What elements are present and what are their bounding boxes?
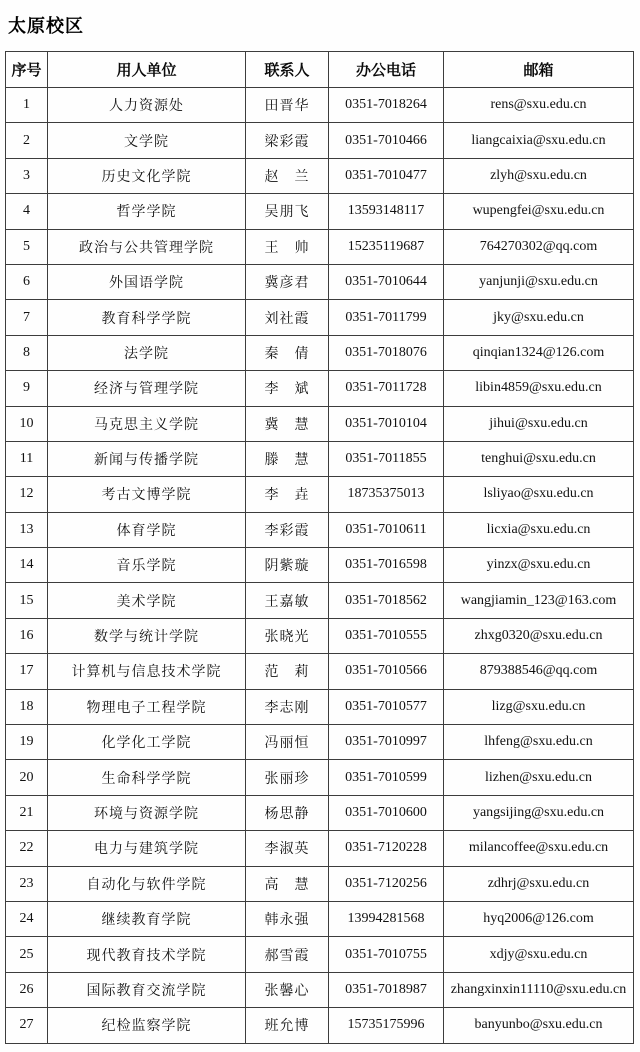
- cell-phone: 0351-7011799: [329, 300, 444, 335]
- cell-email: xdjy@sxu.edu.cn: [444, 937, 634, 972]
- cell-contact: 张馨心: [246, 972, 329, 1007]
- cell-phone: 15735175996: [329, 1008, 444, 1043]
- table-row: [6, 725, 634, 760]
- cell-unit: 政治与公共管理学院: [48, 229, 246, 264]
- cell-no: 27: [6, 1008, 48, 1043]
- cell-unit: 纪检监察学院: [48, 1008, 246, 1043]
- table-row: [6, 866, 634, 901]
- cell-unit: 数学与统计学院: [48, 618, 246, 653]
- cell-no: 24: [6, 901, 48, 936]
- cell-email: wupengfei@sxu.edu.cn: [444, 194, 634, 229]
- table-row: [6, 972, 634, 1007]
- cell-email: qinqian1324@126.com: [444, 335, 634, 370]
- cell-email: lsliyao@sxu.edu.cn: [444, 477, 634, 512]
- cell-unit: 人力资源处: [48, 88, 246, 123]
- cell-contact: 王嘉敏: [246, 583, 329, 618]
- cell-email: yinzx@sxu.edu.cn: [444, 548, 634, 583]
- cell-phone: 15235119687: [329, 229, 444, 264]
- cell-unit: 化学化工学院: [48, 725, 246, 760]
- cell-no: 9: [6, 371, 48, 406]
- cell-contact: 李志刚: [246, 689, 329, 724]
- cell-no: 23: [6, 866, 48, 901]
- cell-unit: 教育科学学院: [48, 300, 246, 335]
- cell-no: 16: [6, 618, 48, 653]
- table-header-row: [6, 52, 634, 88]
- cell-email: wangjiamin_123@163.com: [444, 583, 634, 618]
- table-row: [6, 158, 634, 193]
- cell-contact: 冀彦君: [246, 264, 329, 299]
- table-row: [6, 831, 634, 866]
- cell-email: zdhrj@sxu.edu.cn: [444, 866, 634, 901]
- cell-phone: 0351-7016598: [329, 548, 444, 583]
- cell-email: rens@sxu.edu.cn: [444, 88, 634, 123]
- contact-table: [5, 51, 634, 1044]
- cell-no: 13: [6, 512, 48, 547]
- cell-contact: 王 帅: [246, 229, 329, 264]
- cell-unit: 计算机与信息技术学院: [48, 654, 246, 689]
- column-header-no: 序号: [6, 52, 48, 88]
- cell-phone: 0351-7018562: [329, 583, 444, 618]
- cell-email: milancoffee@sxu.edu.cn: [444, 831, 634, 866]
- table-row: [6, 1008, 634, 1043]
- cell-contact: 冯丽恒: [246, 725, 329, 760]
- cell-unit: 自动化与软件学院: [48, 866, 246, 901]
- cell-email: lizhen@sxu.edu.cn: [444, 760, 634, 795]
- cell-phone: 0351-7120228: [329, 831, 444, 866]
- cell-no: 19: [6, 725, 48, 760]
- cell-unit: 体育学院: [48, 512, 246, 547]
- cell-contact: 张晓光: [246, 618, 329, 653]
- cell-no: 14: [6, 548, 48, 583]
- column-header-unit: 用人单位: [48, 52, 246, 88]
- cell-no: 8: [6, 335, 48, 370]
- cell-phone: 0351-7010104: [329, 406, 444, 441]
- table-row: [6, 194, 634, 229]
- cell-email: libin4859@sxu.edu.cn: [444, 371, 634, 406]
- cell-contact: 高 慧: [246, 866, 329, 901]
- cell-contact: 刘社霞: [246, 300, 329, 335]
- cell-unit: 法学院: [48, 335, 246, 370]
- cell-email: 879388546@qq.com: [444, 654, 634, 689]
- cell-unit: 经济与管理学院: [48, 371, 246, 406]
- cell-contact: 杨思静: [246, 795, 329, 830]
- cell-unit: 继续教育学院: [48, 901, 246, 936]
- table-row: [6, 760, 634, 795]
- cell-contact: 赵 兰: [246, 158, 329, 193]
- table-row: [6, 654, 634, 689]
- table-row: [6, 123, 634, 158]
- cell-no: 12: [6, 477, 48, 512]
- cell-phone: 0351-7018264: [329, 88, 444, 123]
- cell-no: 10: [6, 406, 48, 441]
- cell-email: yangsijing@sxu.edu.cn: [444, 795, 634, 830]
- cell-no: 25: [6, 937, 48, 972]
- table-row: [6, 618, 634, 653]
- cell-unit: 国际教育交流学院: [48, 972, 246, 1007]
- cell-email: lhfeng@sxu.edu.cn: [444, 725, 634, 760]
- cell-phone: 0351-7120256: [329, 866, 444, 901]
- cell-email: jihui@sxu.edu.cn: [444, 406, 634, 441]
- column-header-email: 邮箱: [444, 52, 634, 88]
- table-row: [6, 901, 634, 936]
- cell-no: 15: [6, 583, 48, 618]
- cell-contact: 吴朋飞: [246, 194, 329, 229]
- cell-email: 764270302@qq.com: [444, 229, 634, 264]
- table-row: [6, 300, 634, 335]
- cell-unit: 音乐学院: [48, 548, 246, 583]
- cell-phone: 0351-7010466: [329, 123, 444, 158]
- cell-phone: 0351-7010477: [329, 158, 444, 193]
- cell-no: 22: [6, 831, 48, 866]
- table-row: [6, 88, 634, 123]
- cell-unit: 现代教育技术学院: [48, 937, 246, 972]
- cell-no: 7: [6, 300, 48, 335]
- cell-phone: 0351-7010611: [329, 512, 444, 547]
- table-row: [6, 689, 634, 724]
- cell-no: 21: [6, 795, 48, 830]
- cell-contact: 田晋华: [246, 88, 329, 123]
- cell-email: tenghui@sxu.edu.cn: [444, 441, 634, 476]
- cell-contact: 秦 倩: [246, 335, 329, 370]
- cell-no: 2: [6, 123, 48, 158]
- cell-phone: 0351-7011855: [329, 441, 444, 476]
- table-row: [6, 512, 634, 547]
- cell-unit: 历史文化学院: [48, 158, 246, 193]
- cell-email: zlyh@sxu.edu.cn: [444, 158, 634, 193]
- cell-email: banyunbo@sxu.edu.cn: [444, 1008, 634, 1043]
- cell-no: 4: [6, 194, 48, 229]
- cell-no: 18: [6, 689, 48, 724]
- cell-unit: 美术学院: [48, 583, 246, 618]
- table-row: [6, 477, 634, 512]
- cell-phone: 0351-7011728: [329, 371, 444, 406]
- cell-phone: 18735375013: [329, 477, 444, 512]
- table-row: [6, 441, 634, 476]
- cell-contact: 冀 慧: [246, 406, 329, 441]
- cell-phone: 0351-7018987: [329, 972, 444, 1007]
- cell-email: zhangxinxin11110@sxu.edu.cn: [444, 972, 634, 1007]
- cell-unit: 文学院: [48, 123, 246, 158]
- table-row: [6, 371, 634, 406]
- cell-no: 1: [6, 88, 48, 123]
- cell-unit: 考古文博学院: [48, 477, 246, 512]
- cell-unit: 生命科学学院: [48, 760, 246, 795]
- table-row: [6, 937, 634, 972]
- page-title: 太原校区: [8, 16, 84, 36]
- cell-phone: 0351-7010997: [329, 725, 444, 760]
- cell-phone: 0351-7010577: [329, 689, 444, 724]
- table-row: [6, 795, 634, 830]
- cell-contact: 李彩霞: [246, 512, 329, 547]
- cell-unit: 新闻与传播学院: [48, 441, 246, 476]
- cell-unit: 外国语学院: [48, 264, 246, 299]
- cell-contact: 李淑英: [246, 831, 329, 866]
- table-row: [6, 583, 634, 618]
- cell-unit: 电力与建筑学院: [48, 831, 246, 866]
- cell-email: licxia@sxu.edu.cn: [444, 512, 634, 547]
- table-row: [6, 548, 634, 583]
- cell-contact: 韩永强: [246, 901, 329, 936]
- cell-unit: 哲学学院: [48, 194, 246, 229]
- cell-email: lizg@sxu.edu.cn: [444, 689, 634, 724]
- cell-email: yanjunji@sxu.edu.cn: [444, 264, 634, 299]
- cell-contact: 阴紫璇: [246, 548, 329, 583]
- cell-contact: 滕 慧: [246, 441, 329, 476]
- cell-phone: 0351-7010644: [329, 264, 444, 299]
- column-header-contact: 联系人: [246, 52, 329, 88]
- cell-contact: 李 垚: [246, 477, 329, 512]
- cell-phone: 0351-7010600: [329, 795, 444, 830]
- cell-phone: 13593148117: [329, 194, 444, 229]
- cell-no: 5: [6, 229, 48, 264]
- table-row: [6, 406, 634, 441]
- cell-phone: 0351-7018076: [329, 335, 444, 370]
- cell-no: 26: [6, 972, 48, 1007]
- cell-email: jky@sxu.edu.cn: [444, 300, 634, 335]
- cell-unit: 环境与资源学院: [48, 795, 246, 830]
- cell-no: 6: [6, 264, 48, 299]
- table-row: [6, 229, 634, 264]
- cell-phone: 0351-7010566: [329, 654, 444, 689]
- cell-no: 3: [6, 158, 48, 193]
- cell-phone: 0351-7010755: [329, 937, 444, 972]
- cell-phone: 13994281568: [329, 901, 444, 936]
- cell-contact: 郝雪霞: [246, 937, 329, 972]
- cell-email: zhxg0320@sxu.edu.cn: [444, 618, 634, 653]
- cell-contact: 班允博: [246, 1008, 329, 1043]
- cell-unit: 马克思主义学院: [48, 406, 246, 441]
- cell-no: 20: [6, 760, 48, 795]
- cell-email: hyq2006@126.com: [444, 901, 634, 936]
- column-header-phone: 办公电话: [329, 52, 444, 88]
- cell-contact: 范 莉: [246, 654, 329, 689]
- cell-contact: 张丽珍: [246, 760, 329, 795]
- cell-unit: 物理电子工程学院: [48, 689, 246, 724]
- cell-contact: 李 斌: [246, 371, 329, 406]
- cell-phone: 0351-7010555: [329, 618, 444, 653]
- cell-no: 17: [6, 654, 48, 689]
- cell-email: liangcaixia@sxu.edu.cn: [444, 123, 634, 158]
- cell-phone: 0351-7010599: [329, 760, 444, 795]
- table-row: [6, 335, 634, 370]
- cell-no: 11: [6, 441, 48, 476]
- cell-contact: 梁彩霞: [246, 123, 329, 158]
- table-row: [6, 264, 634, 299]
